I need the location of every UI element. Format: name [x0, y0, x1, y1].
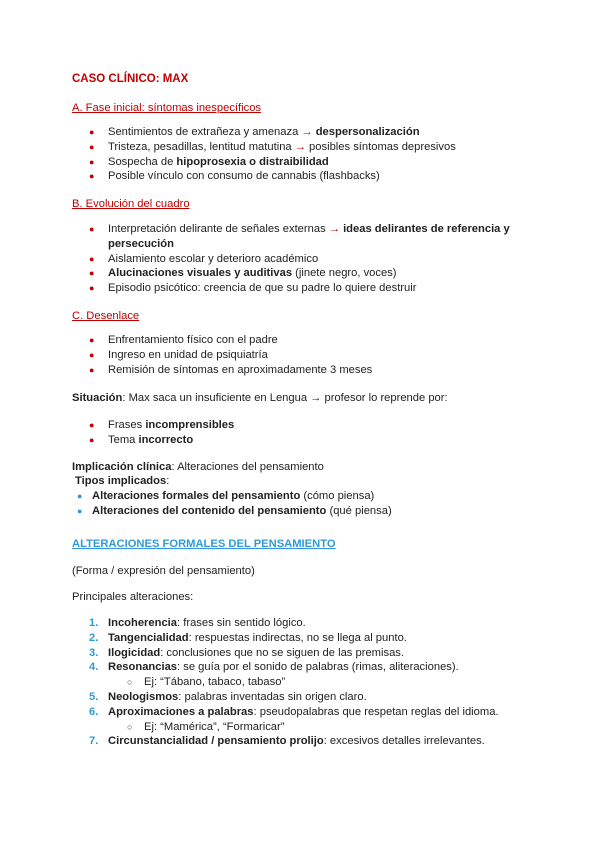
situacion-list — [72, 418, 532, 448]
document-title: CASO CLÍNICO: MAX — [72, 73, 189, 85]
list-item: 5. Neologismos: palabras inventadas sin origen claro. — [89, 690, 367, 703]
list-item: ● Sospecha de hipoprosexia o distraibilidad — [89, 155, 329, 168]
formales-subtitle: (Forma / expresión del pensamiento) — [72, 565, 255, 577]
section-c-list — [72, 333, 532, 377]
list-item: 3. Ilogicidad: conclusiones que no se siguen de las premisas. — [89, 646, 405, 659]
list-item: ● Posible vínculo con consumo de cannabis (flashbacks) — [89, 170, 380, 183]
list-item: 7. Circunstancialidad / pensamiento prolijo: excesivos detalles irrelevantes. — [89, 735, 485, 748]
bullet-icon: ● — [77, 505, 83, 516]
arrow-icon: → — [301, 126, 313, 138]
list-item: ● Episodio psicótico: creencia de que su padre lo quiere destruir — [89, 282, 417, 295]
section-b-heading: B. Evolución del cuadro — [72, 198, 190, 210]
bullet-icon: ● — [77, 491, 83, 501]
tipos-list — [72, 489, 532, 519]
list-item: ● Alteraciones formales del pensamiento (cómo piensa) — [77, 490, 375, 502]
bullet-icon: ● — [89, 434, 95, 445]
implicacion-paragraph: Implicación clínica: Alteraciones del pensamiento — [72, 461, 324, 473]
formales-heading: ALTERACIONES FORMALES DEL PENSAMIENTO — [72, 538, 336, 550]
sub-list-item: ○ Ej: “Tábano, tabaco, tabaso” — [127, 676, 286, 689]
list-item: ● Enfrentamiento físico con el padre — [89, 334, 278, 346]
list-item: 6. Aproximaciones a palabras: pseudopalabras que respetan reglas del idioma. — [89, 705, 499, 718]
section-a-heading: A. Fase inicial: síntomas inespecíficos — [72, 102, 262, 114]
list-item: ● Tema incorrecto — [89, 433, 194, 446]
list-item: ● Alucinaciones visuales y auditivas (jinete negro, voces) — [89, 267, 397, 280]
bullet-icon: ● — [89, 283, 95, 294]
list-item: ● Interpretación delirante de señales externas → ideas delirantes de referencia y persecución — [89, 223, 510, 250]
bullet-icon: ● — [89, 156, 95, 167]
list-item: ● Frases incomprensibles — [89, 419, 235, 431]
bullet-icon: ● — [89, 171, 95, 182]
list-item: ● Remisión de síntomas en aproximadamente 3 meses — [89, 363, 373, 376]
bullet-icon: ● — [89, 224, 95, 234]
sub-bullet-icon: ○ — [127, 721, 133, 732]
bullet-icon: ● — [89, 420, 95, 430]
list-item: 2. Tangencialidad: respuestas indirectas, no se llega al punto. — [89, 631, 407, 644]
formales-intro: Principales alteraciones: — [72, 591, 194, 603]
bullet-icon: ● — [89, 141, 95, 152]
list-item: ● Tristeza, pesadillas, lentitud matutina → posibles síntomas depresivos — [89, 140, 456, 153]
list-item: 4. Resonancias: se guía por el sonido de palabras (rimas, aliteraciones). — [89, 661, 459, 674]
arrow-icon: → — [294, 140, 306, 153]
section-b-list — [72, 222, 532, 296]
bullet-icon: ● — [89, 364, 95, 375]
sub-bullet-icon: ○ — [127, 677, 133, 688]
section-a-list — [72, 125, 532, 184]
sub-list-item: ○ Ej: “Mamérica”, “Formaricar” — [127, 720, 285, 733]
bullet-icon: ● — [89, 127, 95, 137]
tipos-heading: Tipos implicados: — [75, 475, 170, 487]
list-item: ● Ingreso en unidad de psiquiatría — [89, 348, 268, 361]
bullet-icon: ● — [89, 253, 95, 264]
formales-list — [72, 616, 542, 749]
list-item: 1. Incoherencia: frases sin sentido lógico. — [89, 617, 306, 629]
bullet-icon: ● — [89, 335, 95, 345]
list-item: ● Alteraciones del contenido del pensamiento (qué piensa) — [77, 504, 392, 517]
list-item: ● Aislamiento escolar y deterioro académico — [89, 252, 319, 265]
arrow-icon: → — [328, 223, 340, 235]
bullet-icon: ● — [89, 268, 95, 279]
bullet-icon: ● — [89, 349, 95, 360]
section-c-heading: C. Desenlace — [72, 310, 140, 322]
situacion-paragraph: Situación: Max saca un insuficiente en Lengua → profesor lo reprende por: — [72, 392, 448, 404]
list-item: ● Sentimientos de extrañeza y amenaza → despersonalización — [89, 126, 420, 138]
